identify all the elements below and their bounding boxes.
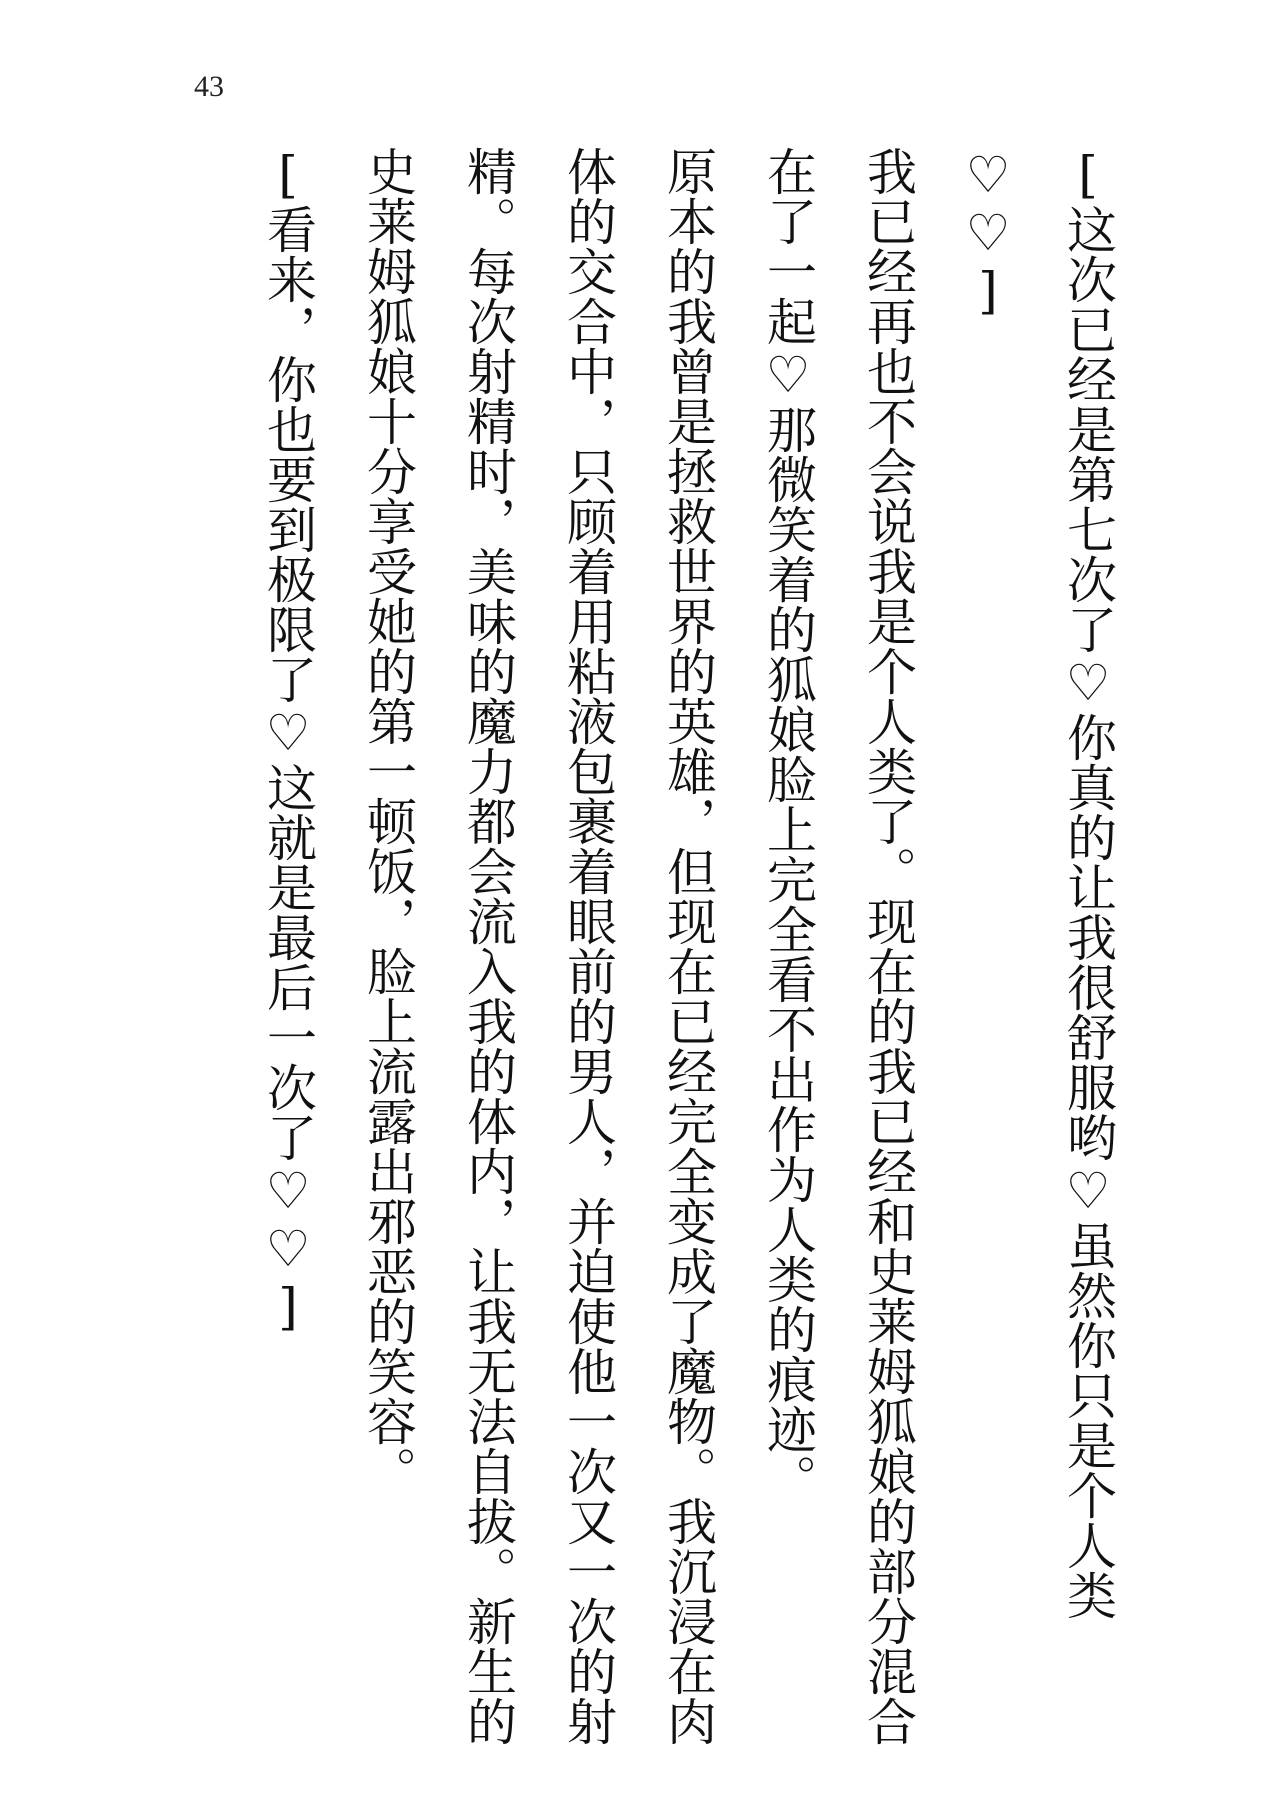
narration-paragraph: 我已经再也不会说我是个人类了。现在的我已经和史莱姆狐娘的部分混合在了一起♡那微笑着的狐娘脸上完全看不出作为人类的痕迹。	[759, 146, 917, 1746]
narration-paragraph: 原本的我曾是拯救世界的英雄，但现在已经完全变成了魔物。我沉浸在肉体的交合中，只顾着用粘液包裹着眼前的男人，并迫使他一次又一次的射精。每次射精时，美味的魔力都会流入我的体内，让我无法自拔。新生的史莱姆狐娘十分享受她的第一顿饭，脸上流露出邪恶的笑容。	[359, 146, 717, 1746]
body-text	[238, 146, 1138, 1786]
page-number: 43	[194, 70, 224, 103]
dialogue-paragraph: [看来，你也要到极限了♡这就是最后一次了♡♡]	[259, 146, 317, 1336]
dialogue-paragraph: [这次已经是第七次了♡你真的让我很舒服哟♡虽然你只是个人类♡♡]	[959, 146, 1117, 1620]
